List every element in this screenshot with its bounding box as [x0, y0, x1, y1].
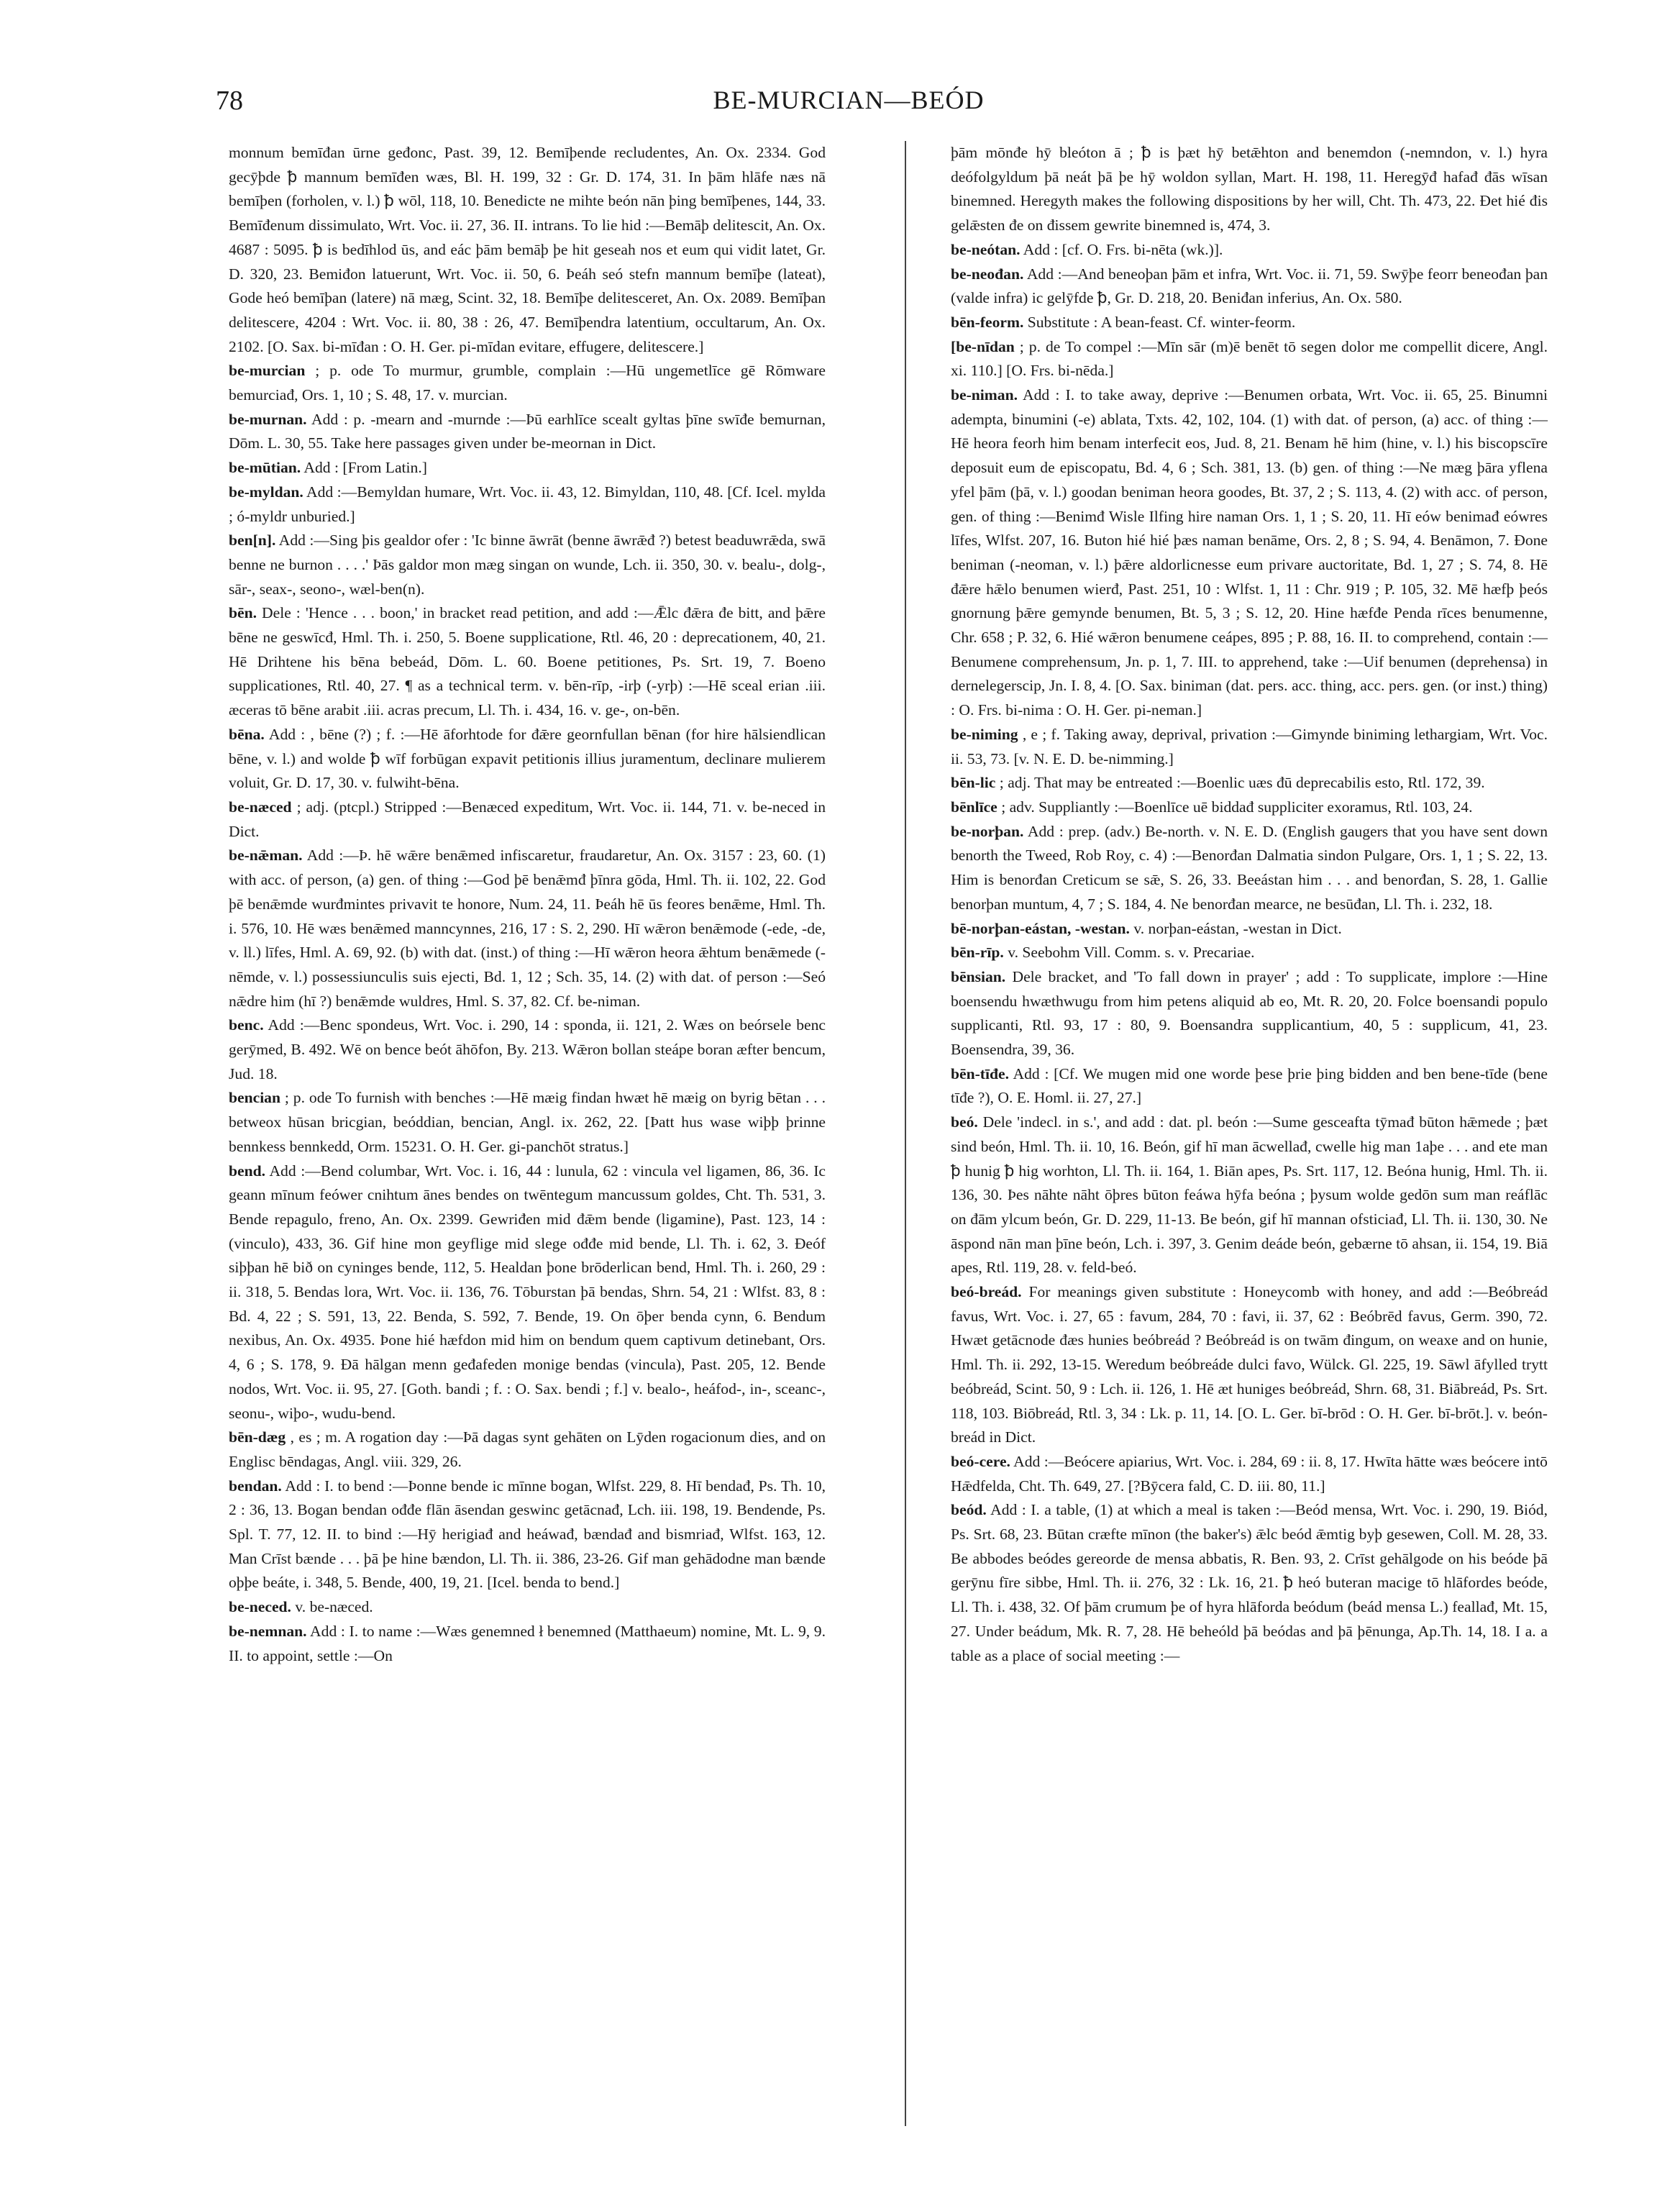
dictionary-entry [229, 795, 826, 844]
entry-headword: be-nǣman. [229, 847, 303, 865]
dictionary-entry [951, 771, 1548, 795]
entry-text: v. norþan-eástan, -westan in Dict. [1133, 919, 1342, 937]
entry-headword: ben[n]. [229, 532, 276, 550]
dictionary-entry [229, 529, 826, 601]
dictionary-entry [229, 1620, 826, 1668]
entry-text: Add : p. -mearn and -murnde :—Þū earhlīce scealt gyltas þīne swīđe bemurnan, Dōm. L. 30, 55. Take here passages given under be-meornan in Dict. [229, 410, 826, 452]
entry-headword: [be-nīdan [951, 337, 1015, 355]
dictionary-entry [229, 408, 826, 456]
entry-headword: be-neođan. [951, 265, 1024, 283]
dictionary-entry [229, 480, 826, 529]
entry-text: Add :—And beneoþan þām et infra, Wrt. Voc. ii. 71, 59. Swȳþe feorr beneođan þan (valde infra) ic gelȳfde ꝥ, Gr. D. 218, 20. Beniđan inferius, An. Ox. 580. [951, 265, 1548, 307]
entry-text: monnum bemīđan ūrne geđonc, Past. 39, 12. Bemīþende recludentes, An. Ox. 2334. God gecȳþde ꝥ mannum bemīđen wæs, Bl. H. 199, 32 : Gr. D. 174, 31. In þām hlāfe næs nā bemīþen (forholen, v. l.) ꝥ wōl, 118, 10. Benedicte ne mihte beón nān þing bemīþenes, 144, 33. Bemīđenum dissimulato, Wrt. Voc. ii. 27, 36. II. intrans. To lie hid :—Bemāþ delitescit, An. Ox. 4687 : 5095. ꝥ is bedīhlod ūs, and eác þām bemāþ þe hit geseah nos et eum qui vidit latet, Gr. D. 320, 23. Bemiđon latuerunt, Wrt. Voc. ii. 50, 6. Þeáh seó stefn mannum bemīþe (lateat), Gode heó bemīþan (latere) nā mæg, Scint. 32, 18. Bemīþe delitesceret, An. Ox. 2089. Bemīþan delitescere, 4204 : Wrt. Voc. ii. 80, 38 : 26, 47. Bemīþendra latentium, occultarum, An. Ox. 2102. [O. Sax. bi-mīđan : O. H. Ger. pi-mīdan evitare, effugere, delitescere.] [229, 144, 826, 355]
dictionary-entry [229, 456, 826, 480]
entry-headword: bencian [229, 1089, 280, 1107]
entry-text: Add :—Þ. hē wǣre benǣmed infiscaretur, fraudaretur, An. Ox. 3157 : 23, 60. (1) with acc. of person, (a) gen. of thing :—God þē benǣmđ þīnra gōda, Hml. Th. ii. 102, 22. God þē benǣmde wurđmintes privavit te honore, Num. 24, 11. Þeáh hē ūs feores benǣme, Hml. Th. i. 576, 10. Hē wæs benǣmed manncynnes, 216, 17 : S. 2, 290. Hī wǣron benǣmode (-ede, -de, v. ll.) līfes, Hml. A. 69, 92. (b) with dat. (inst.) of thing :—Hī wǣron heora ǣhtum benǣmede (-nēmde, v. l.) possessiunculis suis ejecti, Bd. 1, 12 ; Sch. 35, 14. (2) with dat. of person :—Seó nǣdre him (hī ?) benǣmde wuldres, Hml. S. 37, 82. Cf. be-niman. [229, 847, 826, 1010]
dictionary-entry [951, 383, 1548, 723]
entry-text: Add : [From Latin.] [303, 459, 427, 477]
entry-headword: be-murcian [229, 362, 306, 380]
dictionary-entry [229, 359, 826, 407]
entry-text: v. be-næced. [295, 1598, 373, 1616]
running-head: BE-MURCIAN—BEÓD [713, 86, 985, 114]
entry-headword: be-neótan. [951, 240, 1021, 258]
entry-headword: beó-cere. [951, 1452, 1010, 1470]
dictionary-entry [229, 601, 826, 723]
dictionary-entry [229, 844, 826, 1013]
dictionary-entry [951, 141, 1548, 238]
dictionary-entry [951, 1111, 1548, 1280]
dictionary-entry [951, 917, 1548, 941]
entry-text: Add : I. to take away, deprive :—Benumen orbata, Wrt. Voc. ii. 65, 25. Binumni adempta, binumini (-e) ablata, Txts. 42, 102, 104. (1) with dat. of person, (a) acc. of thing :—Hē heora feorh him benam interfecit eos, Jud. 8, 21. Benam hē him (hine, v. l.) his biscopscīre deposuit eum de episcopatu, Bd. 4, 6 ; Sch. 381, 13. (b) gen. of thing :—Ne mæg þāra yflena yfel þām (þā, v. l.) goodan beniman heora goodes, Bt. 37, 2 ; S. 113, 4. (2) with acc. of person, gen. of thing :—Benimđ Wisle Ilfing hire naman Ors. 1, 1 ; S. 20, 11. Hī eów benimađ eówres līfes, Wlfst. 207, 16. Buton hié hié þæs naman benāme, Ors. 2, 8 ; S. 94, 4. Benāmon, 7. Đone beniman (-neoman, v. l.) þǣre aldorlicnesse eum privare auctoritate, Bd. 1, 27 ; S. 74, 8. Hē đǣre hǣlo benumen wierđ, Past. 251, 10 : Wlfst. 1, 11 : Chr. 919 ; P. 105, 32. Mē hæfþ þeós gnornung þǣre gemynde benumen, Bt. 5, 3 ; S. 12, 20. Hine hæfđe Penda rīces benumenne, Chr. 658 ; P. 32, 6. Hié wǣron benumene ceápes, 895 ; P. 88, 16. II. to comprehend, contain :—Benumene comprehensum, Jn. p. 1, 7. III. to apprehend, take :—Uif benumen (deprehensa) in dernelegerscip, Jn. I. 8, 4. [O. Sax. biniman (dat. pers. acc. thing, acc. pers. gen. (or inst.) thing) : O. Frs. bi-nima : O. H. Ger. pi-neman.] [951, 386, 1548, 719]
entry-text: ; p. ode To furnish with benches :—Hē mæig findan hwæt hē mæig on byrig bētan . . . betweox hūsan bricgian, beóddian, bencian, Angl. ix. 262, 22. [Þatt hus wase wiþþ þrinne bennkess bennkedd, Orm. 15231. O. H. Ger. gi-panchōt stratus.] [229, 1089, 826, 1155]
entry-text: Add :—Bend columbar, Wrt. Voc. i. 16, 44 : lunula, 62 : vincula vel ligamen, 86, 36. Ic geann mīnum feówer cnihtum ānes bendes on twēntegum mancussum goldes, Cht. Th. 531, 3. Bende repagulo, freno, An. Ox. 2399. Gewriđen mid đǣm bende (ligamine), Past. 123, 14 : (vinculo), 433, 36. Gif hine mon geyflige mid slege ođđe mid bende, Ll. Th. i. 62, 3. Đeóf siþþan hē bið on cyninges bende, 112, 5. Healdan þone brōderlican bend, Hml. Th. i. 260, 29 : ii. 318, 5. Bendas lora, Wrt. Voc. ii. 136, 76. Tōburstan þā bendas, Shrn. 54, 21 : Wlfst. 83, 8 : Bd. 4, 22 ; S. 591, 13, 22. Benda, S. 592, 7. Bende, 19. On ōþer benda cynn, 6. Bendum nexibus, An. Ox. 4935. Þone hié hæfdon mid him on bendum quem captivum detinebant, Ors. 4, 6 ; S. 178, 9. Đā hālgan menn geđafeden monige bendas (vincula), Past. 205, 12. Bende nodos, Wrt. Voc. ii. 95, 27. [Goth. bandi ; f. : O. Sax. bendi ; f.] v. bealo-, heáfod-, in-, sceanc-, seonu-, wiþo-, wudu-bend. [229, 1162, 826, 1422]
entry-headword: bendan. [229, 1477, 282, 1495]
entry-text: For meanings given substitute : Honeycomb with honey, and add :—Beóbreád favus, Wrt. Voc. i. 27, 65 : favum, 284, 70 : favi, ii. 37, 62 : Beóbrēd favus, Germ. 390, 72. Hwæt getācnode đæs hunies beóbreád ? Beóbreád is on twām đingum, on weaxe and on hunie, Hml. Th. ii. 292, 13-15. Weredum beóbreáde dulci favo, Wülck. Gl. 225, 19. Sāwl āfylled trytt beóbreád, Scint. 50, 9 : Lch. ii. 126, 1. Hē æt huniges beóbreád, Shrn. 68, 31. Biābreád, Ps. Srt. 118, 103. Biōbreád, Rtl. 3, 34 : Lk. p. 11, 14. [O. L. Ger. bī-brōd : O. H. Ger. bī-brōt.]. v. beón-breád in Dict. [951, 1283, 1548, 1446]
entry-text: ; adj. (ptcpl.) Stripped :—Benæced expeditum, Wrt. Voc. ii. 144, 71. v. be-neced in Dict. [229, 798, 826, 840]
entry-headword: bēn-tīđe. [951, 1064, 1009, 1082]
dictionary-entry [951, 311, 1548, 335]
right-column [951, 141, 1548, 1668]
dictionary-entry [951, 238, 1548, 263]
dictionary-entry [951, 941, 1548, 965]
entry-headword: bend. [229, 1162, 266, 1180]
entry-text: Dele bracket, and 'To fall down in prayer' ; add : To supplicate, implore :—Hine boensendu hwæthwugu from him petens aliquid ab eo, Mt. R. 20, 20. Folce boensandi populo supplicanti, Rtl. 93, 17 : 80, 9. Boensandra supplicantium, 40, 5 : supplicum, 41, 23. Boensendra, 39, 36. [951, 967, 1548, 1059]
left-column [229, 141, 826, 1668]
dictionary-entry [951, 965, 1548, 1062]
entry-text: Add :—Benc spondeus, Wrt. Voc. i. 290, 14 : sponda, ii. 121, 2. Wæs on beórsele benc gerȳmed, B. 492. Wē on bence beót āhōfon, By. 213. Wǣron bollan steápe boran æfter bencum, Jud. 18. [229, 1016, 826, 1082]
entry-text: Add : I. a table, (1) at which a meal is taken :—Beód mensa, Wrt. Voc. i. 290, 19. Biód, Ps. Srt. 68, 23. Būtan cræfte mīnon (the baker's) ǣlc beód ǣmtig byþ gesewen, Coll. M. 28, 33. Be abbodes beódes gereorde de mensa abbatis, R. Ben. 93, 2. Crīst gehālgode on his beóde þā gerȳnu fīre sibbe, Hml. Th. ii. 276, 32 : Lk. 16, 21. ꝥ heó buteran macige tō hlāfordes beóde, Ll. Th. i. 438, 32. Of þām crumum þe of hyra hlāforda beódum (beád mensa L.) feallađ, Mt. 15, 27. Under beádum, Mk. R. 7, 28. Hē beheóld þā beódas and þā þēnunga, Ap.Th. 14, 18. I a. a table as a place of social meeting :— [951, 1501, 1548, 1664]
page-number: 78 [216, 86, 243, 116]
entry-text: Add : , bēne (?) ; f. :—Hē āforhtode for đǣre geornfullan bēnan (for hire hālsiendlican bēne, v. l.) and wolde ꝥ wīf forbūgan expavit petitionis illius juramentum, declinare mulierem voluit, Gr. D. 17, 30. v. fulwiht-bēna. [229, 725, 826, 792]
entry-text: Add :—Sing þis gealdor ofer : 'Ic binne āwrāt (benne āwrǣđ ?) betest beaduwrǣda, swā benne ne burnon . . . .' Þās galdor mon mæg singan on wunde, Lch. ii. 350, 30. v. bealu-, dolg-, sār-, seax-, seono-, wæl-ben(n). [229, 532, 826, 598]
dictionary-entry [229, 723, 826, 795]
dictionary-entry [951, 820, 1548, 917]
dictionary-entry [951, 1498, 1548, 1668]
dictionary-entry [951, 335, 1548, 383]
dictionary-entry [951, 1450, 1548, 1498]
dictionary-entry [229, 1086, 826, 1159]
entry-headword: be-niman. [951, 386, 1018, 404]
entry-headword: be-norþan. [951, 822, 1024, 840]
dictionary-entry [229, 1426, 826, 1474]
dictionary-entry [951, 1062, 1548, 1111]
entry-text: Add :—Bemyldan humare, Wrt. Voc. ii. 43, 12. Bimyldan, 110, 48. [Cf. Icel. mylda ; ó-myldr unburied.] [229, 483, 826, 525]
entry-text: , es ; m. A rogation day :—Þā dagas synt gehāten on Lȳden rogacionum dies, and on Englisc bēndagas, Angl. viii. 329, 26. [229, 1428, 826, 1470]
entry-text: Dele : 'Hence . . . boon,' in bracket read petition, and add :—Ǣlc đǣra đe bitt, and þǣre bēne ne geswīcđ, Hml. Th. i. 250, 5. Boene supplicatione, Rtl. 46, 20 : deprecationem, 40, 21. Hē Drihtene his bēna bebeád, Dōm. L. 60. Boene petitiones, Ps. Srt. 19, 7. Boeno supplicationes, Rtl. 40, 27. ¶ as a technical term. v. bēn-rīp, -irþ (-yrþ) :—Hē sceal erian .iii. æceras tō bēne arabit .iii. acras precum, Ll. Th. i. 434, 16. v. ge-, on-bēn. [229, 604, 826, 719]
entry-headword: bē-norþan-eástan, -westan. [951, 919, 1130, 937]
entry-headword: be-niming [951, 725, 1018, 743]
entry-headword: bēna. [229, 725, 265, 743]
entry-text: þām mōnđe hȳ bleóton ā ; ꝥ is þæt hȳ betǣhton and benemdon (-nemndon, v. l.) hyra deófolgyldum þā neát þā þe hȳ woldon syllan, Mart. H. 198, 11. Heregȳđ hafađ đās wīsan binemned. Heregyth makes the following dispositions by her will, Cht. Th. 473, 22. Đet hié đis gelǣsten đe on đissem gewrite binemned is, 474, 3. [951, 144, 1548, 234]
page-header [216, 85, 1482, 128]
entry-text: Add : [Cf. We mugen mid one worde þese þrie þing bidden and ben bene-tīde (bene tīđe ?), O. E. Homl. ii. 27, 27.] [951, 1064, 1548, 1107]
entry-text: ; p. ode To murmur, grumble, complain :—Hū ungemetlīce gē Rōmware bemurciađ, Ors. 1, 10 ; S. 48, 17. v. murcian. [229, 362, 826, 404]
dictionary-entry [951, 1280, 1548, 1450]
dictionary-entry [229, 1159, 826, 1426]
entry-text: Add : prep. (adv.) Be-north. v. N. E. D. (English gaugers that you have sent down benorth the Tweed, Rob Roy, c. 4) :—Benorđan Dalmatia sindon Pulgare, Ors. 1, 1 ; S. 22, 13. Him is benorđan Creticum se sǣ, S. 26, 33. Beeástan him . . . and benorđan, S. 28, 1. Gallie benorþan muntum, 4, 7 ; S. 184, 4. Ne benorđan mearce, ne besūđan, Ll. Th. i. 232, 18. [951, 822, 1548, 913]
column-divider [905, 141, 906, 2126]
entry-headword: be-murnan. [229, 410, 307, 428]
entry-headword: beó. [951, 1113, 978, 1131]
entry-headword: bēn. [229, 604, 257, 622]
dictionary-entry [951, 263, 1548, 311]
entry-text: Add : I. to bend :—Þonne bende ic mīnne bogan, Wlfst. 229, 8. Hī bendađ, Ps. Th. 10, 2 : 36, 13. Bogan bendan ođđe flān āsendan geswinc getācnađ, Lch. iii. 198, 19. Bendende, Ps. Spl. T. 77, 12. II. to bind :—Hȳ herigiađ and heáwađ, bændađ and bismriađ, Wlfst. 163, 12. Man Crīst bænde . . . þā þe hine bændon, Ll. Th. ii. 386, 23-26. Gif man gehādodne man bænde oþþe beáte, i. 348, 5. Bende, 400, 19, 21. [Icel. benda to bend.] [229, 1477, 826, 1592]
entry-text: Add : I. to name :—Wæs genemned ł benemned (Matthaeum) nomine, Mt. L. 9, 9. II. to appoint, settle :—On [229, 1622, 826, 1664]
entry-text: Add :—Beócere apiarius, Wrt. Voc. i. 284, 69 : ii. 8, 17. Hwīta hātte wæs beócere intō Hǣdfelda, Cht. Th. 649, 27. [?Bȳcera fald, C. D. iii. 80, 11.] [951, 1452, 1548, 1495]
dictionary-entry [229, 141, 826, 359]
entry-text: Add : [cf. O. Frs. bi-nēta (wk.)]. [1023, 240, 1223, 258]
entry-headword: beó-breád. [951, 1283, 1022, 1301]
entry-headword: be-nemnan. [229, 1622, 307, 1640]
entry-headword: bēn-lic [951, 774, 996, 792]
entry-headword: be-mūtian. [229, 459, 301, 477]
entry-text: ; adv. Suppliantly :—Boenlīce uē biddađ suppliciter exoramus, Rtl. 103, 24. [1001, 798, 1473, 816]
dictionary-entry [951, 723, 1548, 771]
dictionary-entry [229, 1595, 826, 1620]
dictionary-entry [229, 1474, 826, 1596]
entry-headword: bēn-dæg [229, 1428, 286, 1446]
entry-headword: benc. [229, 1016, 264, 1034]
entry-headword: bēnsian. [951, 967, 1006, 985]
entry-headword: beód. [951, 1501, 987, 1519]
entry-headword: bēn-feorm. [951, 313, 1024, 331]
entry-headword: be-neced. [229, 1598, 291, 1616]
entry-text: ; adj. That may be entreated :—Boenlic uæs đū deprecabilis esto, Rtl. 172, 39. [999, 774, 1485, 792]
dictionary-entry [951, 795, 1548, 820]
entry-text: v. Seebohm Vill. Comm. s. v. Precariae. [1008, 944, 1255, 962]
entry-text: Substitute : A bean-feast. Cf. winter-feorm. [1027, 313, 1296, 331]
entry-headword: bēn-rīp. [951, 944, 1004, 962]
entry-text: ; p. de To compel :—Mīn sār (m)ē benēt tō segen dolor me compellit dicere, Angl. xi. 110.] [O. Frs. bi-nēda.] [951, 337, 1548, 380]
entry-text: , e ; f. Taking away, deprival, privation :—Gimynde biniming lethargiam, Wrt. Voc. ii. 53, 73. [v. N. E. D. be-nimming.] [951, 725, 1548, 767]
dictionary-entry [229, 1013, 826, 1086]
entry-headword: be-næced [229, 798, 292, 816]
entry-headword: be-myldan. [229, 483, 303, 501]
entry-headword: bēnlīce [951, 798, 998, 816]
entry-text: Dele 'indecl. in s.', and add : dat. pl. beón :—Sume gesceafta tȳmađ būton hǣmede ; þæt sind beón, Hml. Th. ii. 10, 16. Beón, gif hī man ācwellađ, cwelle hig man 1aþe . . . and ete man ꝥ hunig ꝥ hig worhton, Ll. Th. ii. 164, 1. Biān apes, Ps. Srt. 117, 12. Beóna hunig, Hml. Th. ii. 136, 30. Þes nāhte nāht ōþres būton feáwa hȳfa beóna ; þysum wolde gedōn sum man reáflāc on đām ylcum beón, Gr. D. 229, 11-13. Be beón, gif hī mannan ofsticiađ, Ll. Th. ii. 130, 30. Ne āspond nān man þīne beón, Lch. i. 397, 3. Genim deáde beón, gebærne tō ahsan, ii. 154, 19. Biā apes, Rtl. 119, 28. v. feld-beó. [951, 1113, 1548, 1277]
